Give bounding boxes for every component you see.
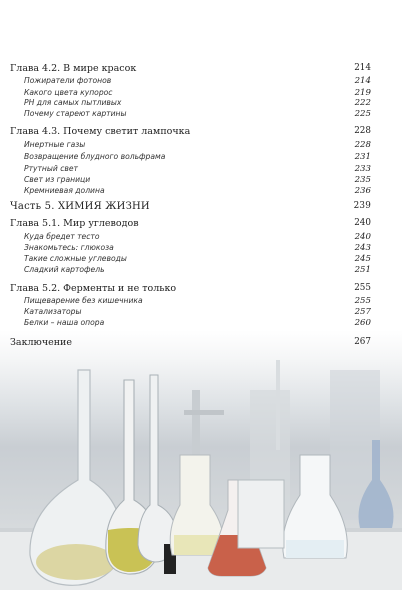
- toc-entry-page: 228: [354, 140, 371, 150]
- toc-entry-page: 255: [354, 296, 371, 306]
- toc-entry-page: 243: [354, 243, 371, 253]
- toc-entry-title: Какого цвета купорос: [24, 88, 113, 97]
- toc-entry-title: Глава 5.2. Ферменты и не только: [10, 283, 177, 294]
- toc-entry-page: 225: [354, 109, 371, 119]
- toc-entry-page: 235: [354, 175, 371, 185]
- toc-entry-title: Глава 4.3. Почему светит лампочка: [10, 126, 191, 137]
- toc-entry-title: Свет из граници: [24, 175, 91, 184]
- toc-entry-title: Инертные газы: [24, 140, 86, 149]
- toc-entry-page: 219: [354, 88, 371, 98]
- toc-entry-page: 233: [354, 164, 371, 174]
- toc-entry-title: PH для самых пытливых: [24, 98, 122, 107]
- toc-entry-title: Пищеварение без кишечника: [24, 296, 143, 305]
- toc-entry-title: Белки – наша опора: [24, 318, 105, 327]
- toc-entry-page: 222: [354, 98, 371, 108]
- toc-entry-page: 260: [354, 318, 371, 328]
- toc-entry-page: 236: [354, 186, 371, 196]
- toc-entry-title: Часть 5. ХИМИЯ ЖИЗНИ: [10, 201, 150, 212]
- toc-entry-page: 239: [353, 201, 371, 211]
- toc-entry-title: Сладкий картофель: [24, 265, 105, 274]
- toc-entry-page: 240: [354, 218, 371, 228]
- toc-entry-page: 257: [354, 307, 371, 317]
- toc-entry-page: 214: [354, 63, 371, 73]
- toc-entry-title: Возвращение блудного вольфрама: [24, 152, 166, 161]
- toc-entry-title: Заключение: [10, 337, 73, 348]
- toc-entry-page: 231: [354, 152, 371, 162]
- toc-entry-title: Пожиратели фотонов: [24, 76, 112, 85]
- toc-entry-title: Ртутный свет: [24, 164, 78, 173]
- toc-entry-title: Почему стареют картины: [24, 109, 127, 118]
- toc-entry-title: Глава 5.1. Мир углеводов: [10, 218, 139, 229]
- toc-entry-page: 255: [354, 283, 371, 293]
- toc-entry-page: 251: [354, 265, 371, 275]
- toc-entry-title: Кремниевая долина: [24, 186, 105, 195]
- toc-entry-title: Катализаторы: [24, 307, 82, 316]
- toc-entry-title: Знакомьтесь: глюкоза: [24, 243, 114, 252]
- toc-entry-title: Куда бредет тесто: [24, 232, 100, 241]
- toc-entry-page: 245: [354, 254, 371, 264]
- toc-entry-title: Глава 4.2. В мире красок: [10, 63, 137, 74]
- toc-entry-page: 228: [354, 126, 371, 136]
- lab-glassware-photo: [0, 330, 402, 590]
- toc-entry-page: 267: [354, 337, 371, 347]
- toc-entry-title: Такие сложные углеводы: [24, 254, 127, 263]
- toc-entry-page: 240: [354, 232, 371, 242]
- toc-entry-page: 214: [354, 76, 371, 86]
